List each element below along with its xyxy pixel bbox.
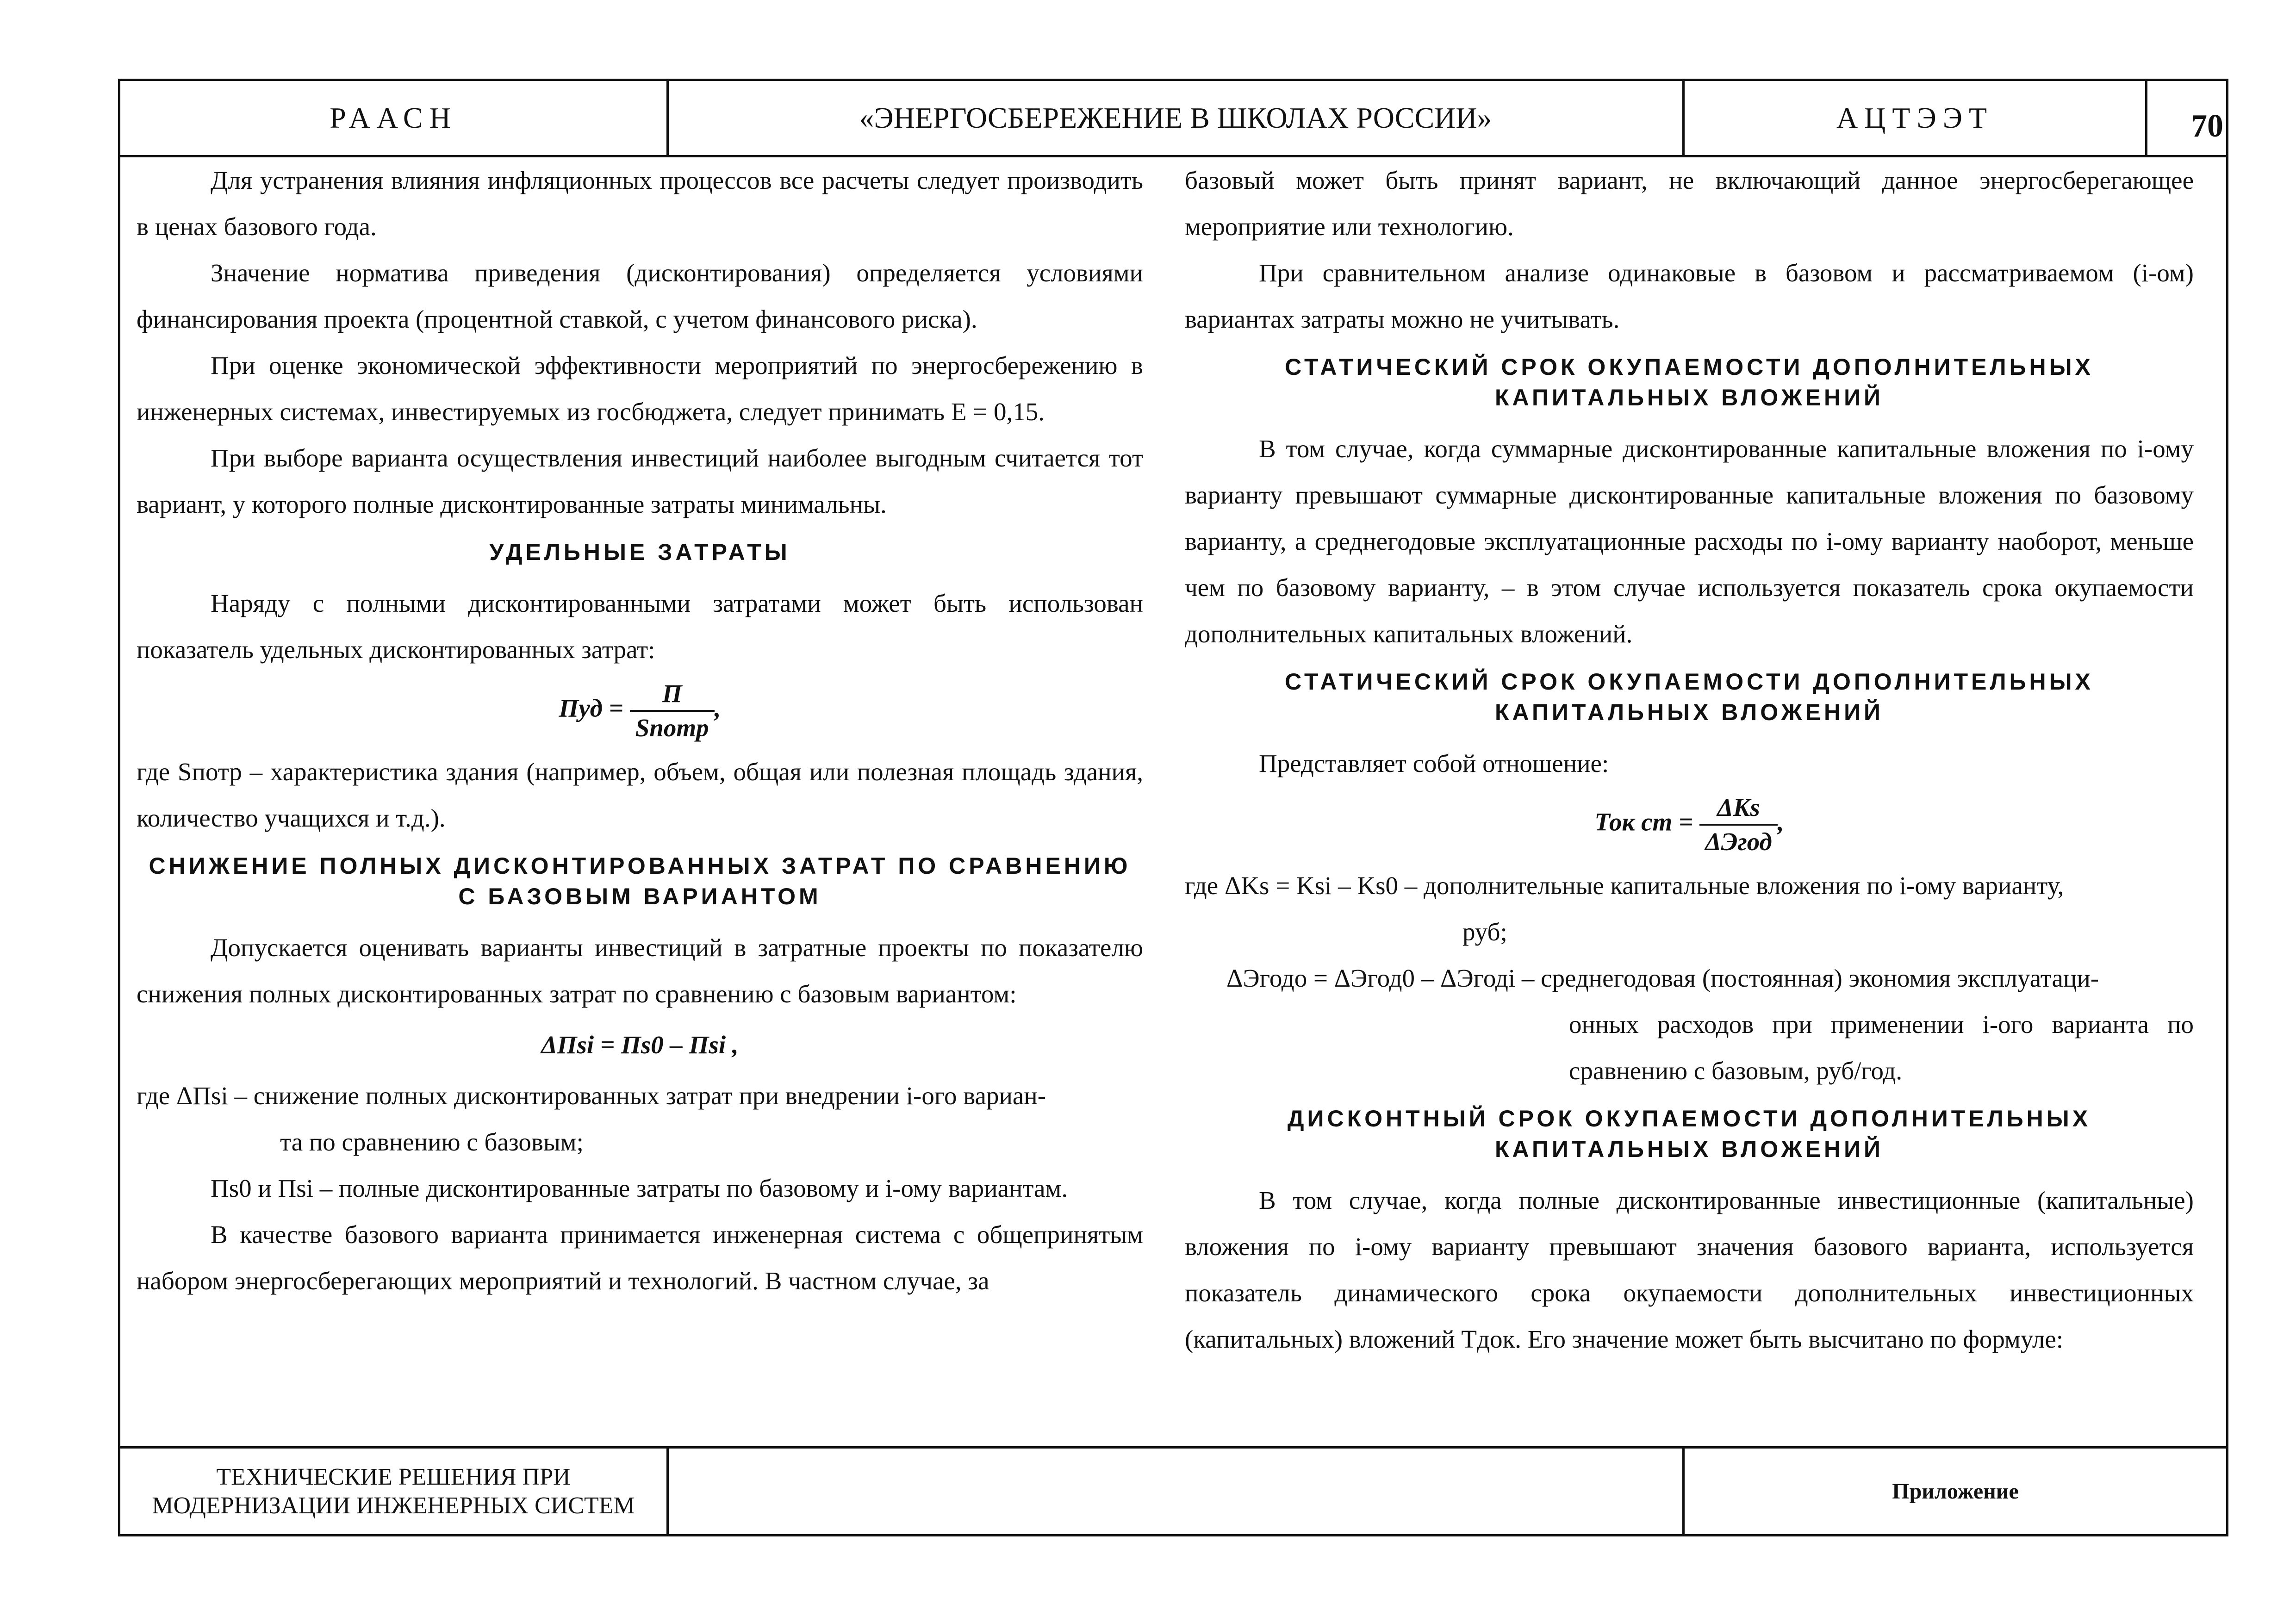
- right-paragraph-6a: ΔЭгодо = ΔЭгод0 – ΔЭгодi – среднегодовая (постоянная) экономия эксплуатаци-: [1226, 964, 2099, 992]
- page-footer: [120, 1446, 2226, 1534]
- footer-title-line-1: ТЕХНИЧЕСКИЕ РЕШЕНИЯ ПРИ: [216, 1463, 571, 1490]
- left-paragraph-9: Пs0 и Пsi – полные дисконтированные затраты по базовому и i-ому вариантам.: [211, 1174, 1068, 1202]
- formula-specific-costs: Пуд = $\frac{П}{\text{Sпотр}}$ ,: [137, 678, 1143, 744]
- left-paragraph-8b: та по сравнению с базовым;: [280, 1128, 584, 1156]
- right-paragraph-5b: руб;: [1462, 918, 1507, 946]
- left-column: [137, 157, 1143, 1304]
- formula-denominator: Sпотр: [635, 714, 709, 742]
- header-org: РААСН: [120, 81, 669, 155]
- page-number: 70: [2191, 108, 2223, 144]
- formula-payback: Ток ст = $\frac{\text{ΔKs}}{\text{ΔЭгод}}$ ,: [1185, 791, 2194, 858]
- page-frame: [118, 79, 2228, 1536]
- footer-blank-cell: [669, 1449, 1685, 1534]
- formula-lhs: Пуд =: [559, 694, 623, 722]
- section-heading-discount-payback: ДИСКОНТНЫЙ СРОК ОКУПАЕМОСТИ ДОПОЛНИТЕЛЬНЫХ КАПИТАЛЬНЫХ ВЛОЖЕНИЙ: [1287, 1106, 2091, 1162]
- formula-payback-numerator: ΔKs: [1699, 791, 1778, 826]
- right-column: [1185, 157, 2194, 1362]
- left-paragraph-7: Допускается оценивать варианты инвестиций в затратные проекты по показателю снижения полных дисконтированных затрат по сравнению с базовым вариантом:: [137, 933, 1143, 1008]
- section-heading-static-payback-2: СТАТИЧЕСКИЙ СРОК ОКУПАЕМОСТИ ДОПОЛНИТЕЛЬНЫХ КАПИТАЛЬНЫХ ВЛОЖЕНИЙ: [1285, 669, 2094, 725]
- page-header: [120, 81, 2226, 157]
- footer-section-title: [120, 1449, 669, 1534]
- section-heading-specific-costs: УДЕЛЬНЫЕ ЗАТРАТЫ: [489, 539, 790, 565]
- footer-appendix-label: Приложение: [1892, 1479, 2019, 1504]
- formula-payback-lhs: Ток ст =: [1594, 808, 1693, 836]
- left-paragraph-5: Наряду с полными дисконтированными затратами может быть использован показатель удельных дисконтированных затрат:: [137, 589, 1143, 664]
- left-paragraph-1: Для устранения влияния инфляционных процессов все расчеты следует производить в ценах базового года.: [137, 166, 1143, 241]
- left-paragraph-10: В качестве базового варианта принимается инженерная система с общепринятым набором энергосберегающих мероприятий и технологий. В частном случае, за: [137, 1220, 1143, 1295]
- left-paragraph-2: Значение норматива приведения (дисконтирования) определяется условиями финансирования проекта (процентной ставкой, с учетом финансового риска).: [137, 259, 1143, 333]
- formula-payback-denominator: ΔЭгод: [1705, 827, 1772, 856]
- header-author: АЦТЭЭТ: [1685, 81, 2147, 155]
- left-paragraph-4: При выборе варианта осуществления инвестиций наиболее выгодным считается тот вариант, у которого полные дисконтированные затраты минимальны.: [137, 444, 1143, 518]
- right-paragraph-1: базовый может быть принят вариант, не включающий данное энергосберегающее мероприятие или технологию.: [1185, 166, 2194, 241]
- left-paragraph-8a: где ΔПsi – снижение полных дисконтированных затрат при внедрении i-ого вариан-: [137, 1082, 1046, 1110]
- formula-fraction: [630, 678, 715, 744]
- right-paragraph-6b: онных расходов при применении i-ого варианта по сравнению с базовым, руб/год.: [1569, 1010, 2194, 1085]
- left-paragraph-3: При оценке экономической эффективности мероприятий по энергосбережению в инженерных системах, инвестируемых из госбюджета, следует принимать E = 0,15.: [137, 351, 1143, 426]
- header-title: «ЭНЕРГОСБЕРЕЖЕНИЕ В ШКОЛАХ РОССИИ»: [669, 81, 1685, 155]
- formula-numerator: П: [630, 678, 715, 712]
- left-paragraph-6: где Sпотр – характеристика здания (например, объем, общая или полезная площадь здания, количество учащихся и т.д.).: [137, 758, 1143, 832]
- formula-cost-reduction: ΔПsi = Пs0 – Пsi ,: [541, 1031, 739, 1059]
- right-paragraph-3: В том случае, когда суммарные дисконтированные капитальные вложения по i-ому варианту превышают суммарные дисконтированные капитальные вложения по базовому варианту, а среднегодовые эксплуатационные расходы по i-ому варианту наоборот, меньше чем по базовому варианту, – в этом случае используется показатель срока окупаемости дополнительных капитальных вложений.: [1185, 435, 2194, 648]
- right-paragraph-2: При сравнительном анализе одинаковые в базовом и рассматриваемом (i-ом) вариантах затраты можно не учитывать.: [1185, 259, 2194, 333]
- right-paragraph-7: В том случае, когда полные дисконтированные инвестиционные (капитальные) вложения по i-ому варианту превышают значения базового варианта, используется показатель динамического срока окупаемости дополнительных инвестиционных (капитальных) вложений Тдок. Его значение может быть высчитано по формуле:: [1185, 1186, 2194, 1353]
- formula-payback-fraction: [1699, 791, 1778, 858]
- right-paragraph-4: Представляет собой отношение:: [1259, 749, 1609, 777]
- right-paragraph-5a: где ΔKs = Ksi – Ks0 – дополнительные капитальные вложения по i-ому варианту,: [1185, 871, 2064, 900]
- section-heading-static-payback-1: СТАТИЧЕСКИЙ СРОК ОКУПАЕМОСТИ ДОПОЛНИТЕЛЬНЫХ КАПИТАЛЬНЫХ ВЛОЖЕНИЙ: [1285, 354, 2094, 410]
- footer-title-line-2: МОДЕРНИЗАЦИИ ИНЖЕНЕРНЫХ СИСТЕМ: [152, 1492, 635, 1519]
- section-heading-cost-reduction: СНИЖЕНИЕ ПОЛНЫХ ДИСКОНТИРОВАННЫХ ЗАТРАТ ПО СРАВНЕНИЮ С БАЗОВЫМ ВАРИАНТОМ: [149, 853, 1131, 909]
